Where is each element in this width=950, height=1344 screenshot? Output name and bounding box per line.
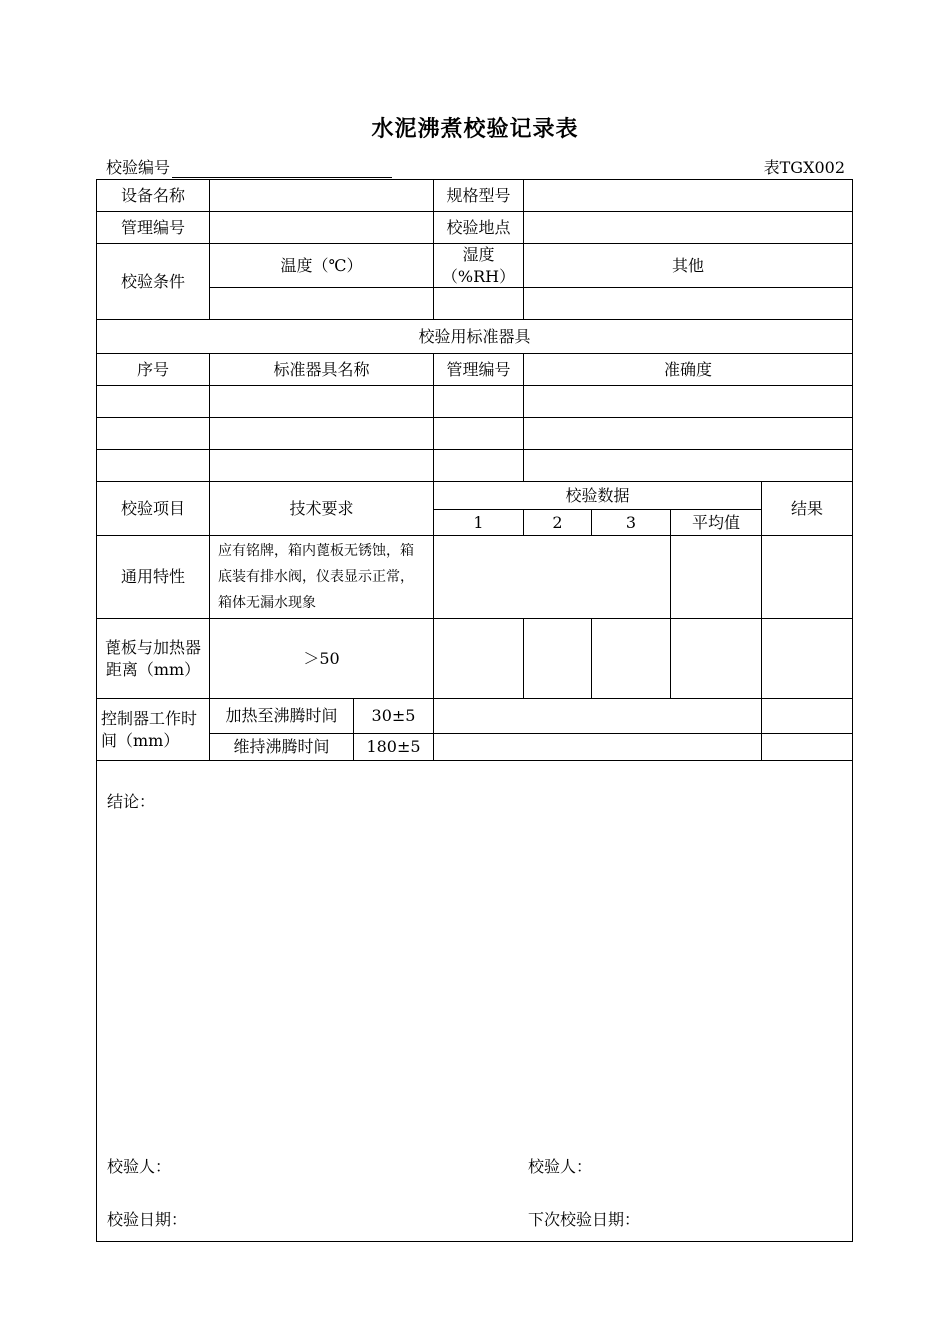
check-date-label: 校验日期： — [107, 1210, 188, 1230]
data-col-2: 2 — [524, 510, 592, 536]
grate-data-1[interactable] — [434, 619, 524, 699]
mgmt-no-label: 管理编号 — [97, 212, 210, 244]
table-row — [97, 418, 853, 450]
location-cell[interactable] — [524, 212, 853, 244]
record-number-input[interactable] — [172, 159, 392, 178]
std-mgmt-cell[interactable] — [434, 450, 524, 482]
heat-time-result-cell[interactable] — [762, 699, 853, 734]
model-cell[interactable] — [524, 180, 853, 212]
keep-time-value: 180±5 — [354, 734, 434, 761]
record-number-field — [106, 155, 392, 178]
grate-requirement-text: ＞50 — [210, 619, 434, 699]
table-row — [97, 386, 853, 418]
keep-time-label: 维持沸腾时间 — [210, 734, 354, 761]
heat-time-value: 30±5 — [354, 699, 434, 734]
keep-time-data-cell[interactable] — [434, 734, 762, 761]
std-col-accuracy: 准确度 — [524, 354, 853, 386]
col-data-header: 校验数据 — [434, 482, 762, 510]
checker-label-2: 校验人： — [528, 1157, 593, 1177]
calibration-table — [96, 179, 853, 1242]
std-no-cell[interactable] — [97, 386, 210, 418]
record-number-label: 校验编号 — [106, 158, 171, 177]
data-col-1: 1 — [434, 510, 524, 536]
std-col-mgmt: 管理编号 — [434, 354, 524, 386]
general-item-label: 通用特性 — [97, 536, 210, 619]
conditions-label: 校验条件 — [97, 244, 210, 320]
data-col-avg: 平均值 — [671, 510, 762, 536]
std-col-no: 序号 — [97, 354, 210, 386]
standards-section-title: 校验用标准器具 — [97, 320, 853, 354]
other-label: 其他 — [524, 244, 853, 288]
general-result-cell[interactable] — [762, 536, 853, 619]
std-accuracy-cell[interactable] — [524, 386, 853, 418]
humidity-label: 湿度（%RH） — [434, 244, 524, 288]
other-cell[interactable] — [524, 288, 853, 320]
heat-time-data-cell[interactable] — [434, 699, 762, 734]
std-name-cell[interactable] — [210, 386, 434, 418]
temp-cell[interactable] — [210, 288, 434, 320]
device-name-label: 设备名称 — [97, 180, 210, 212]
keep-time-result-cell[interactable] — [762, 734, 853, 761]
conclusion-label: 结论： — [107, 792, 156, 812]
next-check-date-label: 下次校验日期： — [528, 1210, 641, 1230]
grate-data-2[interactable] — [524, 619, 592, 699]
general-data-cell[interactable] — [434, 536, 671, 619]
std-mgmt-cell[interactable] — [434, 386, 524, 418]
std-accuracy-cell[interactable] — [524, 450, 853, 482]
grate-result-cell[interactable] — [762, 619, 853, 699]
std-mgmt-cell[interactable] — [434, 418, 524, 450]
std-accuracy-cell[interactable] — [524, 418, 853, 450]
controller-item-label: 控制器工作时间（mm） — [97, 699, 210, 761]
conclusion-section[interactable] — [97, 761, 853, 1242]
page-title: 水泥沸煮校验记录表 — [371, 116, 579, 142]
temp-label: 温度（℃） — [210, 244, 434, 288]
grate-avg-cell[interactable] — [671, 619, 762, 699]
table-row — [97, 450, 853, 482]
grate-data-3[interactable] — [592, 619, 671, 699]
data-col-3: 3 — [592, 510, 671, 536]
grate-item-label: 蓖板与加热器距离（mm） — [97, 619, 210, 699]
std-name-cell[interactable] — [210, 450, 434, 482]
heat-time-label: 加热至沸腾时间 — [210, 699, 354, 734]
device-name-cell[interactable] — [210, 180, 434, 212]
humidity-cell[interactable] — [434, 288, 524, 320]
location-label: 校验地点 — [434, 212, 524, 244]
std-no-cell[interactable] — [97, 418, 210, 450]
std-col-name: 标准器具名称 — [210, 354, 434, 386]
model-label: 规格型号 — [434, 180, 524, 212]
std-name-cell[interactable] — [210, 418, 434, 450]
mgmt-no-cell[interactable] — [210, 212, 434, 244]
checker-label-1: 校验人： — [107, 1157, 172, 1177]
col-result-header: 结果 — [762, 482, 853, 536]
std-no-cell[interactable] — [97, 450, 210, 482]
col-requirement-header: 技术要求 — [210, 482, 434, 536]
general-requirement-text: 应有铭牌，箱内蓖板无锈蚀，箱底装有排水阀，仪表显示正常，箱体无漏水现象 — [210, 536, 434, 619]
general-avg-cell[interactable] — [671, 536, 762, 619]
form-code: 表TGX002 — [763, 158, 845, 177]
col-item-header: 校验项目 — [97, 482, 210, 536]
